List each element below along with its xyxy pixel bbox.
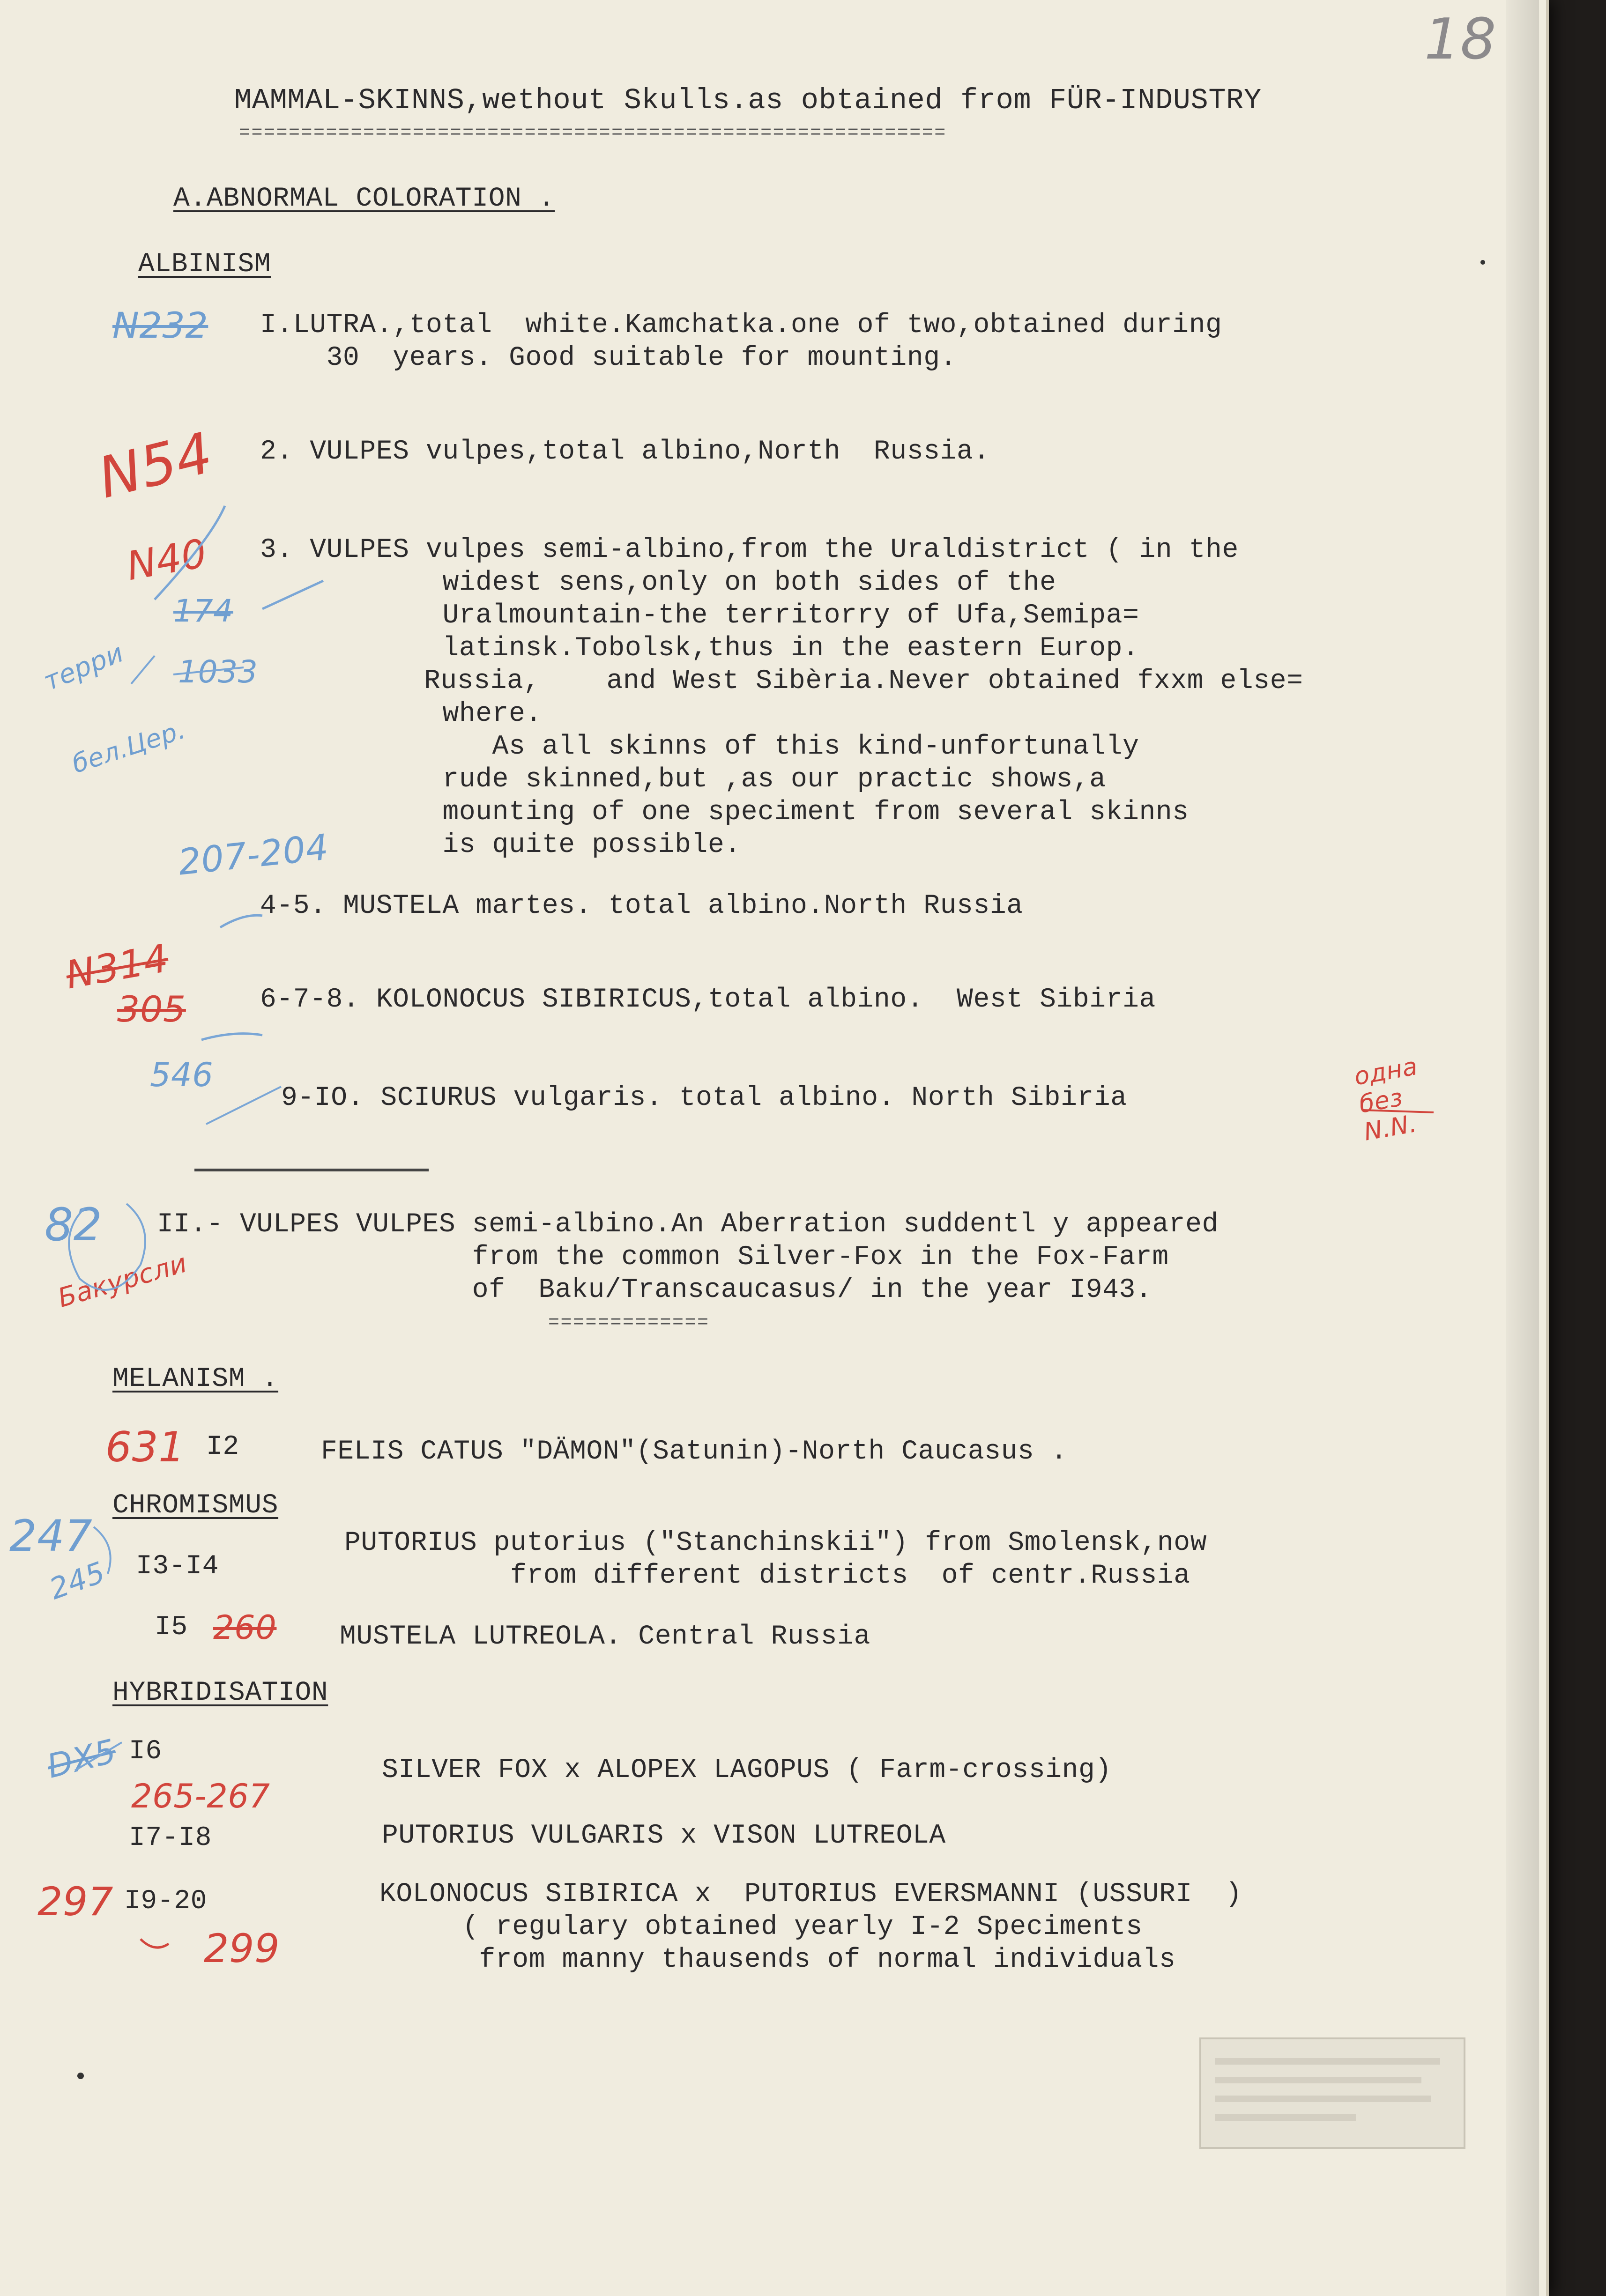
entry-line: 2. VULPES vulpes,total albino,North Russia.: [260, 437, 990, 467]
entry-line: from the common Silver-Fox in the Fox-Farm: [157, 1242, 1169, 1273]
annotation-297: 297: [37, 1879, 114, 1925]
entry-line: PUTORIUS putorius ("Stanchinskii") from Smolensk,now: [344, 1528, 1207, 1558]
entry-line: from manny thausends of normal individuals: [379, 1945, 1176, 1975]
melanism-heading: MELANISM .: [112, 1364, 279, 1394]
entry-line: of Baku/Transcaucasus/ in the year I943.: [157, 1275, 1152, 1305]
entry-line: 6-7-8. KOLONOCUS SIBIRICUS,total albino. West Sibiria: [260, 985, 1156, 1015]
entry-number: I7-I8: [129, 1823, 212, 1853]
section-heading: A.ABNORMAL COLORATION .: [173, 184, 555, 214]
entry-line: widest sens,only on both sides of the: [260, 568, 1056, 598]
annotation-odna-bez: одна без N.N.: [1352, 1052, 1420, 1147]
entry-line: 3. VULPES vulpes semi-albino,from the Uraldistrict ( in the: [260, 535, 1239, 565]
entry-line: from different districts of centr.Russia: [344, 1561, 1190, 1591]
entry-line: Russia, and West Sibèria.Never obtained fxxm else=: [424, 666, 1303, 696]
entry-line: SILVER FOX x ALOPEX LAGOPUS ( Farm-crossing): [382, 1755, 1112, 1785]
annotation-n232: N232: [112, 304, 208, 346]
entry-line: 30 years. Good suitable for mounting.: [260, 343, 957, 373]
entry-line: where.: [260, 699, 542, 729]
annotation-82: 82: [45, 1199, 103, 1251]
annotation-305: 305: [117, 988, 186, 1030]
annotation-265-267: 265-267: [131, 1777, 270, 1815]
entry-line: mounting of one speciment from several skinns: [260, 797, 1189, 828]
annotation-247: 247: [9, 1511, 93, 1561]
title-rule: =========================================================: [239, 123, 947, 144]
annotation-631: 631: [105, 1423, 185, 1471]
annotation-299: 299: [204, 1926, 280, 1971]
entry-line: ( regulary obtained yearly I-2 Speciments: [379, 1912, 1143, 1942]
page-title: MAMMAL-SKINNS,wethout Skulls.as obtained from FÜR-INDUSTRY: [234, 84, 1262, 117]
annotation-terri: терри: [39, 637, 128, 697]
entry-line: 9-IO. SCIURUS vulgaris. total albino. North Sibiria: [281, 1083, 1127, 1113]
entry-line: II.- VULPES VULPES semi-albino.An Aberration suddentl y appeared: [157, 1209, 1219, 1240]
annotation-174: 174: [173, 593, 233, 629]
entry-number: I5: [155, 1612, 188, 1643]
entry-line: MUSTELA LUTREOLA. Central Russia: [340, 1622, 870, 1652]
entry-number: I3-I4: [136, 1551, 219, 1582]
albinism-heading: ALBINISM: [138, 249, 271, 280]
entry-line: FELIS CATUS "DÄMON"(Satunin)-North Caucasus .: [321, 1437, 1068, 1467]
entry-line: latinsk.Tobolsk,thus in the eastern Europ.: [260, 633, 1139, 664]
entry-number: I6: [129, 1736, 162, 1767]
annotation-245: 245: [45, 1555, 110, 1607]
annotation-dx5: DX5: [43, 1732, 120, 1786]
entry-rule: =============: [548, 1312, 710, 1333]
entry-line: PUTORIUS VULGARIS x VISON LUTREOLA: [382, 1821, 946, 1851]
annotation-1033: 1033: [178, 654, 258, 690]
page-number: 18: [1424, 7, 1496, 72]
entry-line: 4-5. MUSTELA martes. total albino.North Russia: [260, 891, 1023, 921]
annotation-bel: бел.Цер.: [68, 715, 189, 779]
annotation-260: 260: [213, 1608, 277, 1647]
annotation-207-204: 207-204: [176, 826, 331, 883]
annotation-n314: N314: [62, 936, 172, 998]
entry-line: is quite possible.: [260, 830, 741, 860]
entry-line: KOLONOCUS SIBIRICA x PUTORIUS EVERSMANNI (USSURI ): [379, 1879, 1242, 1910]
annotation-n54: N54: [92, 420, 219, 511]
entry-line: Uralmountain-the territorry of Ufa,Semipa=: [260, 600, 1139, 631]
entry-number: I9-20: [124, 1886, 208, 1917]
entry-line: I.LUTRA.,total white.Kamchatka.one of two,obtained during: [260, 310, 1222, 341]
annotation-bakursli: Бакурсли: [54, 1248, 191, 1314]
annotation-n40: N40: [123, 530, 210, 590]
annotation-546: 546: [150, 1056, 214, 1094]
hybridisation-heading: HYBRIDISATION: [112, 1678, 328, 1708]
entry-line: As all skinns of this kind-unfortunally: [260, 732, 1139, 762]
chromismus-heading: CHROMISMUS: [112, 1490, 279, 1521]
entry-line: rude skinned,but ,as our practic shows,a: [260, 764, 1106, 795]
entry-number: I2: [206, 1432, 239, 1462]
